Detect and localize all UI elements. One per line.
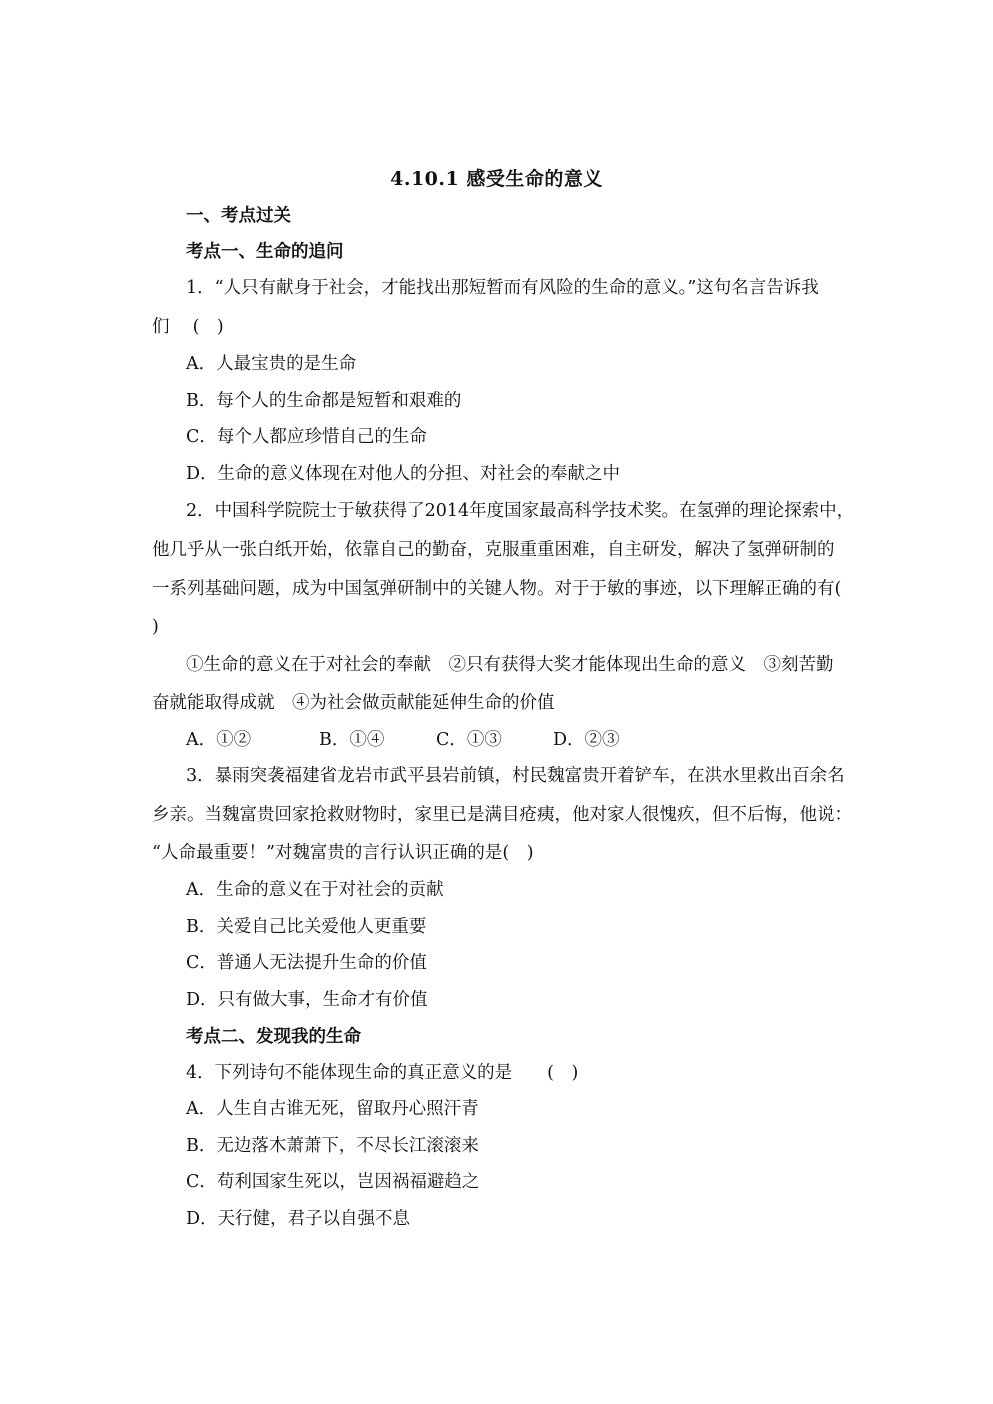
section-heading: 一、考点过关 (186, 206, 291, 226)
q3-option-c: C．普通人无法提升生命的价值 (186, 953, 427, 973)
q4-option-a: A．人生自古谁无死，留取丹心照汗青 (186, 1099, 479, 1119)
q2-options-row (186, 728, 620, 752)
q2-option-a: A．①② (186, 730, 252, 750)
q1-option-a: A．人最宝贵的是生命 (186, 354, 357, 374)
q1-option-b: B．每个人的生命都是短暂和艰难的 (186, 391, 462, 411)
q3-option-a: A．生命的意义在于对社会的贡献 (186, 880, 444, 900)
q4-stem-line1: 4．下列诗句不能体现生命的真正意义的是 ( ) (186, 1063, 579, 1083)
q1-stem-line1: 1．“人只有献身于社会，才能找出那短暂而有风险的生命的意义。”这句名言告诉我 (186, 278, 819, 298)
q2-stem-line1: 2．中国科学院院士于敏获得了2014年度国家最高科学技术奖。在氢弹的理论探索中， (186, 501, 855, 521)
topic-heading-2: 考点二、发现我的生命 (186, 1027, 361, 1047)
q1-option-d: D．生命的意义体现在对他人的分担、对社会的奉献之中 (186, 464, 621, 484)
q2-items-line2: 奋就能取得成就 ④为社会做贡献能延伸生命的价值 (152, 693, 555, 713)
page-title: 4.10.1 感受生命的意义 (390, 168, 603, 190)
q4-option-d: D．天行健，君子以自强不息 (186, 1209, 411, 1229)
q2-option-b: B．①④ (319, 730, 385, 750)
q3-stem-line3: “人命最重要！”对魏富贵的言行认识正确的是( ) (152, 843, 534, 863)
q2-option-c: C．①③ (436, 730, 502, 750)
topic-heading-1: 考点一、生命的追问 (186, 242, 344, 262)
q1-stem-line2: 们 ( ) (152, 317, 224, 337)
q2-option-d: D．②③ (553, 730, 620, 750)
q3-stem-line1: 3．暴雨突袭福建省龙岩市武平县岩前镇，村民魏富贵开着铲车，在洪水里救出百余名 (186, 766, 845, 786)
q4-option-c: C．苟利国家生死以，岂因祸福避趋之 (186, 1172, 480, 1192)
q2-items-line1: ①生命的意义在于对社会的奉献 ②只有获得大奖才能体现出生命的意义 ③刻苦勤 (186, 655, 834, 675)
q4-option-b: B．无边落木萧萧下，不尽长江滚滚来 (186, 1136, 479, 1156)
q3-option-b: B．关爱自己比关爱他人更重要 (186, 917, 427, 937)
q2-stem-line2: 他几乎从一张白纸开始，依靠自己的勤奋，克服重重困难，自主研发，解决了氢弹研制的 (152, 540, 835, 560)
q3-option-d: D．只有做大事，生命才有价值 (186, 990, 428, 1010)
q2-stem-line3: 一系列基础问题，成为中国氢弹研制中的关键人物。对于于敏的事迹，以下理解正确的有( (152, 579, 842, 599)
q3-stem-line2: 乡亲。当魏富贵回家抢救财物时，家里已是满目疮痍，他对家人很愧疚，但不后悔，他说： (152, 805, 852, 825)
q1-option-c: C．每个人都应珍惜自己的生命 (186, 427, 427, 447)
q2-stem-line4: ) (152, 617, 159, 637)
